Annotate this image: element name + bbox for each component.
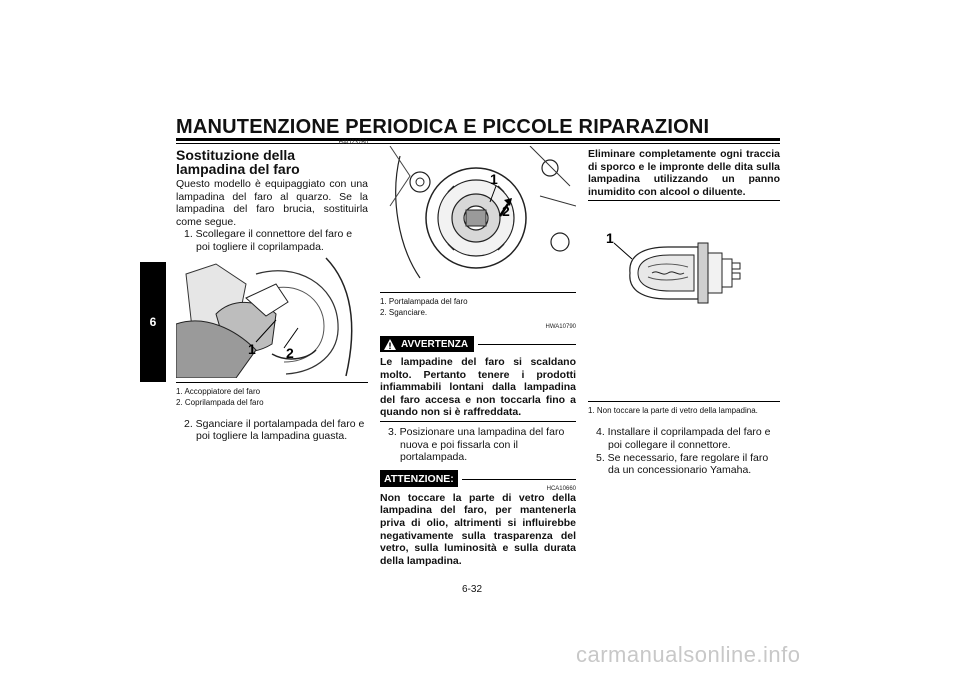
column-right: [588, 140, 780, 477]
caution-code: HCA10660: [546, 485, 576, 492]
column-middle: [380, 140, 576, 568]
chapter-tab: 6: [140, 262, 166, 382]
caution-rule: [462, 479, 576, 480]
caption-item: 1. Accoppiatore del faro: [176, 386, 261, 396]
warning-header: [380, 336, 576, 352]
page-number: 6-32: [462, 584, 483, 595]
intro-text: Questo modello è equipaggiato con una lampadina del faro al quarzo. Se la lampadina del faro brucia, sostituirla come segue.: [176, 178, 368, 228]
step-5: 5. Se necessario, fare regolare il faro da un concessionario Yamaha.: [596, 451, 769, 477]
caption-item: 2. Coprilampada del faro: [176, 397, 264, 407]
warning-label: AVVERTENZA: [401, 338, 469, 350]
caption-item: 1. Non toccare la parte di vetro della lampadina.: [588, 406, 758, 416]
warning-rule: [478, 344, 576, 345]
warning-triangle-icon: [383, 338, 397, 351]
caption-item: 1. Portalampada del faro: [380, 297, 468, 306]
step-1: 1. Scollegare il connettore del faro e poi togliere il coprilampada.: [184, 228, 353, 253]
section-title: Sostituzione della lampadina del faro: [176, 147, 300, 177]
fig3-label-1: 1: [606, 230, 614, 247]
caption-item: 2. Sganciare.: [380, 308, 428, 317]
headlight-connector-figure: [176, 254, 368, 378]
warning-code: HWA10790: [545, 324, 576, 330]
bulb-holder-figure: [380, 146, 576, 288]
section-code: HAU23760: [338, 140, 368, 146]
caution-badge: ATTENZIONE:: [380, 470, 458, 487]
figure-2-caption: [380, 292, 576, 318]
fig2-label-2: 2: [502, 203, 510, 219]
watermark: carmanualsonline.info: [576, 642, 801, 667]
fig2-label-1: 1: [490, 171, 498, 187]
step-4: 4. Installare il coprilampada del faro e poi collegare il connettore.: [596, 426, 771, 451]
quartz-bulb-figure: [588, 211, 780, 331]
caution-text-continued: Eliminare completamente ogni traccia di sporco e le impronte delle dita sulla lampadina utilizzando un panno inumidito con alcool o diluente.: [588, 148, 780, 198]
warning-badge: [380, 336, 474, 352]
caution-text: Non toccare la parte di vetro della lampadina del faro, per mantenerla priva di olio, altrimenti si influirebbe negativamente sulla trasparenza del vetro, sulla luminosità e sulla durata della lampadina.: [380, 491, 576, 567]
figure-1-caption: [176, 382, 368, 408]
page-title: MANUTENZIONE PERIODICA E PICCOLE RIPARAZIONI: [176, 116, 710, 138]
warning-end-rule: [380, 421, 576, 422]
fig1-label-2: 2: [286, 344, 294, 361]
warning-text: Le lampadine del faro si scaldano molto. Pertanto tenere i prodotti infiammabili lontani dalla lampadina del faro accesa e non toccarla fino a quando non si è raffreddata.: [380, 356, 576, 419]
step-2: 2. Sganciare il portalampada del faro e poi togliere la lampadina guasta.: [184, 417, 365, 443]
caution-end-rule: [588, 200, 780, 201]
column-left: [176, 140, 368, 443]
figure-3-caption: [588, 401, 780, 416]
fig1-label-1: 1: [248, 340, 256, 357]
step-3: 3. Posizionare una lampadina del faro nuova e poi fissarla con il portalampada.: [388, 425, 565, 464]
